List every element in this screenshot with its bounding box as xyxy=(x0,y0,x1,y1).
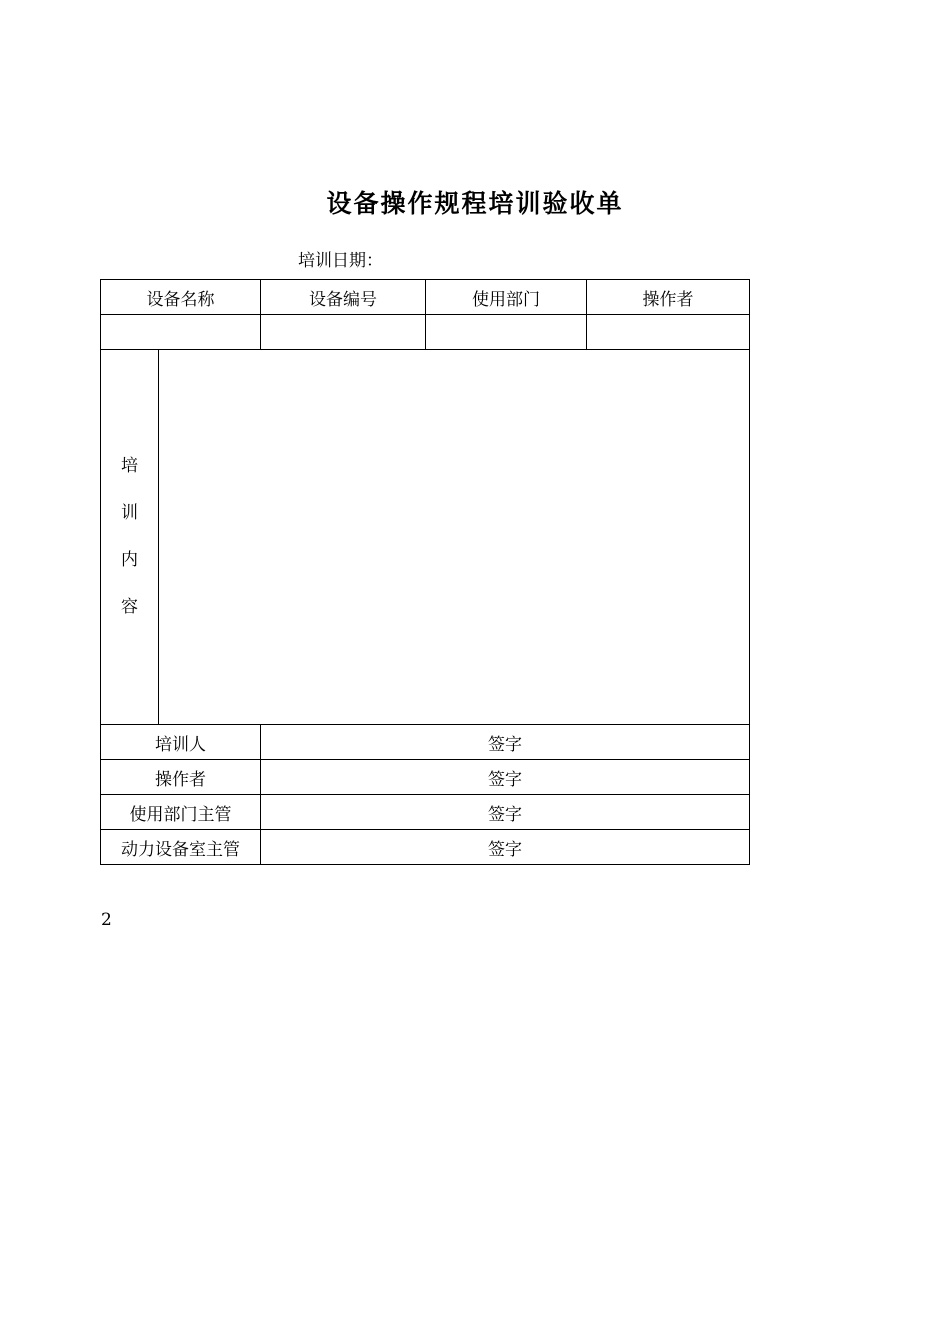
training-content-label xyxy=(101,350,159,724)
role-dept-supervisor: 使用部门主管 xyxy=(101,795,261,830)
training-content-row xyxy=(101,350,750,725)
role-trainer: 培训人 xyxy=(101,725,261,760)
training-content-cell xyxy=(101,350,750,725)
department-cell[interactable] xyxy=(426,315,587,350)
content-label-char: 培 xyxy=(121,456,138,476)
info-row xyxy=(101,315,750,350)
sign-cell-operator[interactable]: 签字 xyxy=(261,760,750,795)
role-power-supervisor: 动力设备室主管 xyxy=(101,830,261,865)
header-row xyxy=(101,280,750,315)
sign-cell-trainer[interactable]: 签字 xyxy=(261,725,750,760)
training-date-label: 培训日期： xyxy=(298,251,383,271)
content-label-char: 训 xyxy=(121,503,138,523)
training-content-area[interactable] xyxy=(159,350,749,724)
operator-cell[interactable] xyxy=(587,315,750,350)
header-department: 使用部门 xyxy=(426,280,587,315)
header-operator: 操作者 xyxy=(587,280,750,315)
sign-cell-power-supervisor[interactable]: 签字 xyxy=(261,830,750,865)
content-label-char: 内 xyxy=(121,550,138,570)
sign-row-dept-supervisor xyxy=(101,795,750,830)
page-title: 设备操作规程培训验收单 xyxy=(326,189,624,218)
sign-row-trainer xyxy=(101,725,750,760)
header-equipment-number: 设备编号 xyxy=(261,280,426,315)
content-label-char: 容 xyxy=(121,597,138,617)
page-number: 2 xyxy=(101,910,112,930)
acceptance-form-table xyxy=(100,279,750,865)
role-operator: 操作者 xyxy=(101,760,261,795)
sign-row-operator xyxy=(101,760,750,795)
header-equipment-name: 设备名称 xyxy=(101,280,261,315)
sign-cell-dept-supervisor[interactable]: 签字 xyxy=(261,795,750,830)
equipment-name-cell[interactable] xyxy=(101,315,261,350)
sign-row-power-supervisor xyxy=(101,830,750,865)
equipment-number-cell[interactable] xyxy=(261,315,426,350)
